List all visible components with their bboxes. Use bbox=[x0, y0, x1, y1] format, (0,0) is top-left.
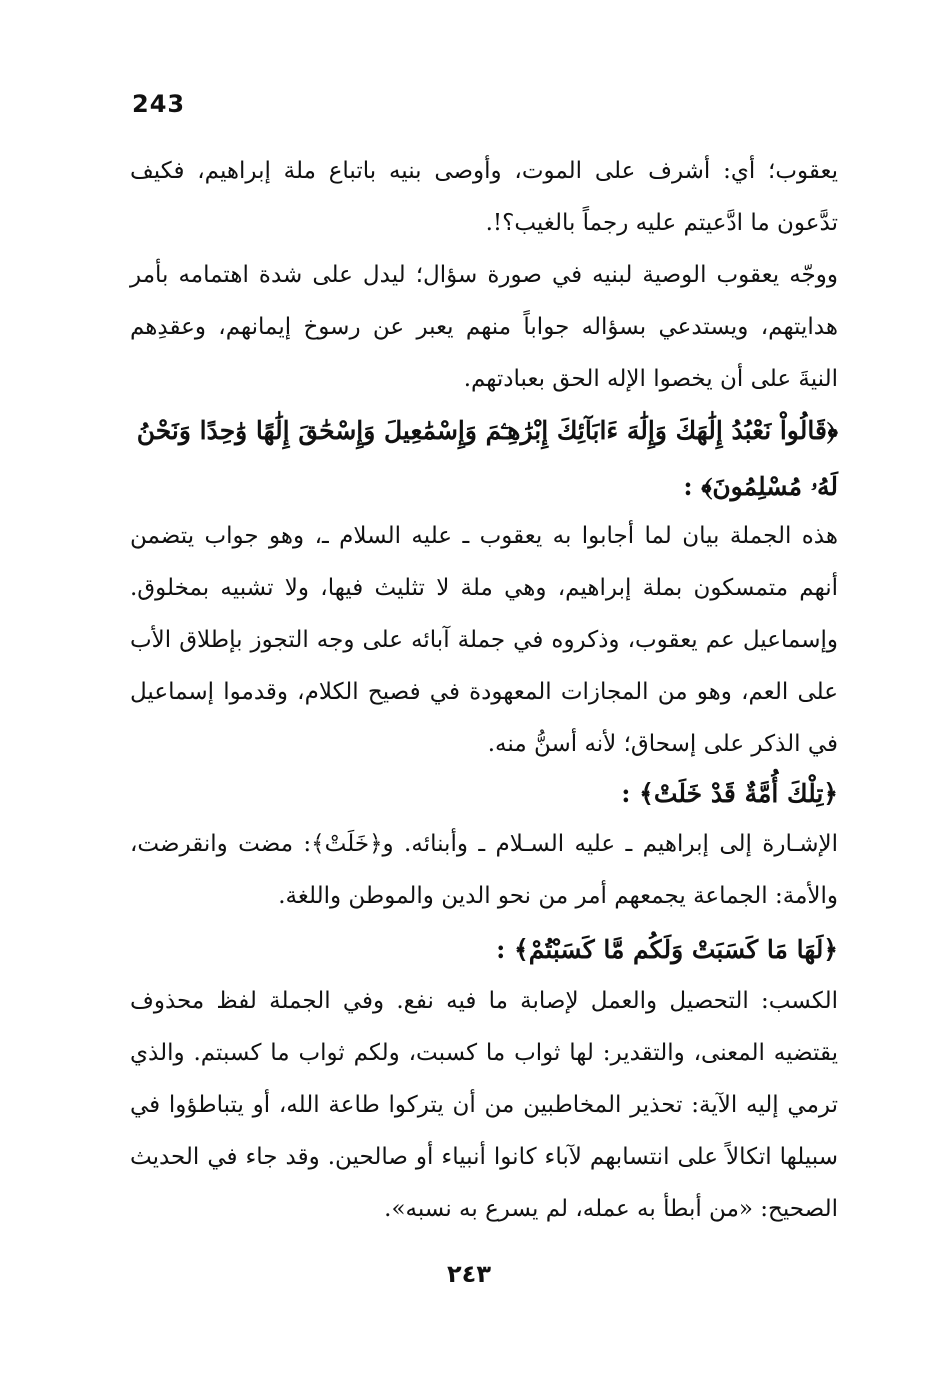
quran-verse-3: ﴿لَهَا مَا كَسَبَتْ وَلَكُم مَّا كَسَبْتُمْ﴾ : bbox=[496, 935, 838, 964]
quran-verse-1: ﴿قَالُواْ نَعْبُدُ إِلَٰهَكَ وَإِلَٰهَ ءَابَآئِكَ إِبْرَٰهِـۧمَ وَإِسْمَٰعِيلَ وَإِسْحَٰقَ إِلَٰهًا وَٰحِدًا وَنَحْنُ لَهُۥ مُسْلِمُونَ﴾ : bbox=[136, 416, 838, 501]
page-number-bottom: ٢٤٣ bbox=[447, 1260, 491, 1288]
paragraph-5 bbox=[130, 975, 838, 1235]
paragraph-1 bbox=[130, 145, 838, 249]
paragraph-text: هذه الجملة بيان لما أجابوا به يعقوب ـ عليه السلام ـ، وهو جواب يتضمن أنهم متمسكون بملة إبراهيم، وهي ملة لا تثليث فيها، ولا تشبيه بمخلوق. وإسماعيل عم يعقوب، وذكروه في جملة آبائه على وجه التجوز بإطلاق الأب على العم، وهو من المجازات المعهودة في فصيح الكلام، وقدموا إسماعيل في الذكر على إسحاق؛ لأنه أسنُّ منه. bbox=[130, 523, 838, 757]
paragraph-text: يعقوب؛ أي: أشرف على الموت، وأوصى بنيه باتباع ملة إبراهيم، فكيف تدَّعون ما ادَّعيتم عليه رجماً بالغيب؟!. bbox=[130, 158, 838, 236]
paragraph-text: الكسب: التحصيل والعمل لإصابة ما فيه نفع. وفي الجملة لفظ محذوف يقتضيه المعنى، والتقدير: لها ثواب ما كسبت، ولكم ثواب ما كسبتم. والذي ترمي إليه الآية: تحذير المخاطبين من أن يتركوا طاعة الله، أو يتباطؤوا في سبيلها اتكالاً على انتسابهم لآباء كانوا أنبياء أو صالحين. وقد جاء في الحديث الصحيح: «من أبطأ به عمله، لم يسرع به نسبه». bbox=[130, 988, 838, 1222]
paragraph-text: الإشـارة إلى إبراهيم ـ عليه السـلام ـ وأبنائه. و﴿خَلَتْ﴾: مضت وانقرضت، والأمة: الجماعة يجمعهم أمر من نحو الدين والموطن واللغة. bbox=[130, 831, 838, 909]
quran-verse-2: ﴿تِلْكَ أُمَّةٌ قَدْ خَلَتْ﴾ : bbox=[621, 779, 838, 808]
paragraph-3 bbox=[130, 510, 838, 770]
paragraph-text: ووجّه يعقوب الوصية لبنيه في صورة سؤال؛ ليدل على شدة اهتمامه بأمر هدايتهم، ويستدعي بسؤاله جواباً منهم يعبر عن رسوخ إيمانهم، وعقدِهم النيةَ على أن يخصوا الإله الحق بعبادتهم. bbox=[130, 262, 838, 392]
page-number-top: 243 bbox=[132, 90, 186, 118]
paragraph-2 bbox=[130, 249, 838, 405]
paragraph-4 bbox=[130, 818, 838, 922]
